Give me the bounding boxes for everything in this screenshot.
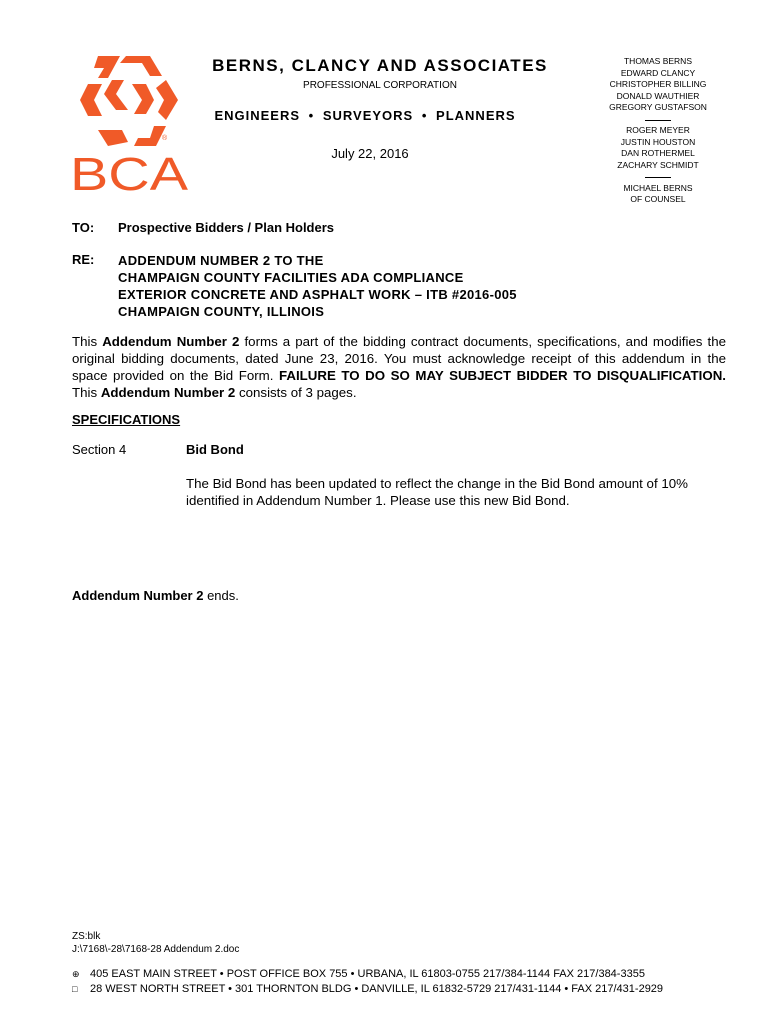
- intro-text: forms a part of the bidding contract documents, specifications, and modifies the original bidding documents, dated June 23, 2016. You must acknowledge receipt of this addendum in the space provided on the Bid Form.: [72, 334, 726, 383]
- intro-text: This: [72, 334, 103, 349]
- re-line: CHAMPAIGN COUNTY FACILITIES ADA COMPLIANCE: [118, 270, 464, 285]
- partner-name: ZACHARY SCHMIDT: [617, 159, 699, 170]
- addendum-ref: Addendum Number 2: [100, 385, 236, 400]
- tagline-surveyors: SURVEYORS: [322, 108, 414, 123]
- partner-role: OF COUNSEL: [630, 194, 686, 204]
- partner-name: DONALD WAUTHIER: [616, 90, 700, 101]
- closing-text: ends.: [203, 588, 239, 603]
- partners-group-2: [598, 125, 718, 171]
- bca-logo: [68, 50, 192, 196]
- firm-name: BERNS, CLANCY AND ASSOCIATES: [212, 56, 548, 75]
- logo-text: BCA: [70, 148, 189, 196]
- address-danville: [72, 983, 663, 995]
- partner-name: JUSTIN HOUSTON: [620, 136, 696, 147]
- intro-paragraph: [72, 333, 726, 401]
- section-title: Bid Bond: [186, 442, 244, 457]
- to-label: TO:: [72, 220, 95, 235]
- addendum-ref: Addendum Number 2: [102, 334, 240, 349]
- square-icon: □: [72, 984, 78, 994]
- file-path: J:\7168\-28\7168-28 Addendum 2.doc: [72, 944, 240, 955]
- partner-name: MICHAEL BERNS: [623, 182, 693, 193]
- letter-date: July 22, 2016: [331, 146, 409, 161]
- firm-tagline: [200, 108, 530, 123]
- re-label: RE:: [72, 252, 95, 267]
- initials: ZS:blk: [72, 931, 101, 942]
- section-text: The Bid Bond has been updated to reflect the change in the Bid Bond amount of 10% identified in Addendum Number 1. Please use this new Bid Bond.: [186, 476, 688, 508]
- specifications-heading: SPECIFICATIONS: [72, 412, 181, 427]
- address-text: 28 WEST NORTH STREET • 301 THORNTON BLDG • DANVILLE, IL 61832-5729 217/431-1144 • FAX 217/431-2929: [90, 983, 664, 995]
- re-subject: [118, 252, 517, 320]
- tagline-separator: •: [308, 108, 315, 123]
- intro-text: consists of 3 pages.: [235, 385, 357, 400]
- section-label: Section 4: [72, 442, 127, 457]
- to-recipients: Prospective Bidders / Plan Holders: [118, 220, 335, 235]
- tagline-planners: PLANNERS: [436, 108, 516, 123]
- partner-name: GREGORY GUSTAFSON: [609, 102, 707, 112]
- partners-list: [598, 56, 718, 206]
- disqualification-warning: FAILURE TO DO SO MAY SUBJECT BIDDER TO DISQUALIFICATION.: [278, 368, 726, 383]
- partners-divider: [598, 171, 718, 183]
- address-text: 405 EAST MAIN STREET • POST OFFICE BOX 755 • URBANA, IL 61803-0755 217/384-1144 FAX 217/384-3355: [90, 968, 645, 980]
- partner-name: EDWARD CLANCY: [620, 67, 696, 78]
- partner-name: THOMAS BERNS: [623, 56, 692, 66]
- closing-line: [72, 588, 239, 603]
- re-line: ADDENDUM NUMBER 2 TO THE: [118, 253, 324, 268]
- partners-divider: [598, 114, 718, 126]
- partner-name: ROGER MEYER: [626, 125, 690, 135]
- file-reference: [72, 930, 239, 956]
- partner-name: CHRISTOPHER BILLING: [609, 79, 707, 89]
- firm-subtitle: PROFESSIONAL CORPORATION: [303, 80, 457, 91]
- tagline-engineers: ENGINEERS: [214, 108, 301, 123]
- re-line: CHAMPAIGN COUNTY, ILLINOIS: [118, 304, 325, 319]
- re-line: EXTERIOR CONCRETE AND ASPHALT WORK – ITB #2016-005: [118, 287, 517, 302]
- intro-text: This: [72, 385, 101, 400]
- addendum-ref: Addendum Number 2: [72, 588, 204, 603]
- address-urbana: [72, 968, 645, 980]
- partner-name: DAN ROTHERMEL: [621, 148, 695, 158]
- globe-icon: ⊕: [72, 969, 80, 979]
- partners-group-1: [598, 56, 718, 114]
- partners-group-3: [598, 183, 718, 206]
- registered-mark: ®: [162, 135, 168, 142]
- tagline-separator: •: [421, 108, 428, 123]
